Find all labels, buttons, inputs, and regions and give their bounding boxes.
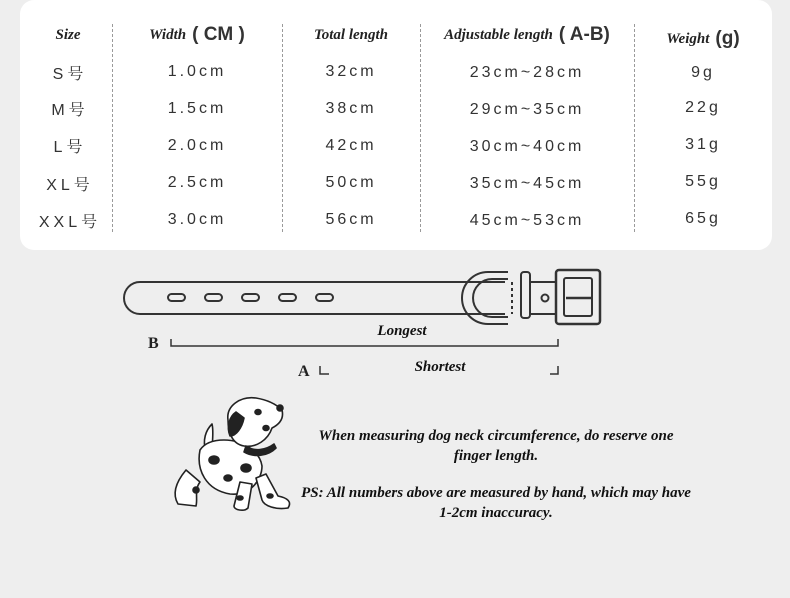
cell-weight: 22g (685, 99, 721, 116)
collar-hole (279, 294, 296, 301)
header-width-label: Width (149, 26, 187, 43)
shortest-line-end (550, 366, 558, 374)
label-shortest: Shortest (414, 359, 466, 375)
header-weight-label: Weight (666, 30, 710, 47)
cell-width: 1.0cm (167, 63, 227, 80)
header-adjustable-unit: ( A-B) (558, 24, 610, 45)
cell-size: S号 (52, 65, 88, 83)
buckle-hole (542, 295, 549, 302)
header-weight-unit: (g) (715, 28, 740, 49)
cell-size: M号 (51, 101, 89, 119)
cell-total-length: 56cm (325, 211, 377, 228)
label-longest: Longest (377, 323, 427, 339)
collar-hole (242, 294, 259, 301)
cell-weight: 55g (685, 173, 721, 190)
cell-total-length: 50cm (325, 174, 377, 191)
measuring-note: When measuring dog neck circumference, do reserve one finger length. (318, 428, 674, 464)
cell-adjustable-length: 45cm~53cm (469, 212, 585, 229)
collar-hole (316, 294, 333, 301)
cell-total-length: 38cm (325, 100, 377, 117)
cell-adjustable-length: 29cm~35cm (469, 101, 585, 118)
ps-note: PS: All numbers above are measured by hand, which may have 1-2cm inaccuracy. (301, 485, 691, 521)
longest-line (171, 339, 558, 346)
cell-width: 2.0cm (167, 137, 227, 154)
header-total-length-label: Total length (313, 26, 389, 43)
cell-weight: 31g (685, 136, 721, 153)
cell-total-length: 42cm (325, 137, 377, 154)
cell-adjustable-length: 35cm~45cm (469, 175, 585, 192)
header-width-unit: ( CM ) (192, 24, 245, 45)
cell-total-length: 32cm (325, 63, 377, 80)
cell-adjustable-length: 23cm~28cm (469, 64, 585, 81)
cell-width: 1.5cm (167, 100, 227, 117)
header-size-label: Size (55, 26, 81, 43)
cell-width: 3.0cm (167, 211, 227, 228)
cell-size: XL号 (46, 176, 94, 194)
cell-adjustable-length: 30cm~40cm (469, 138, 585, 155)
cell-width: 2.5cm (167, 174, 227, 191)
cell-size: L号 (53, 138, 87, 156)
collar-hole (168, 294, 185, 301)
cell-weight: 65g (685, 210, 721, 227)
keeper-loop (521, 272, 530, 318)
collar-hole (205, 294, 222, 301)
header-adjustable-label: Adjustable length (444, 26, 553, 43)
collar-illustration (124, 270, 600, 324)
label-a: A (298, 363, 310, 380)
label-b: B (148, 335, 159, 352)
dalmatian-puppy-illustration (175, 398, 289, 510)
cell-weight: 9g (691, 64, 715, 81)
cell-size: XXL号 (38, 213, 102, 231)
shortest-line-start (320, 366, 329, 374)
